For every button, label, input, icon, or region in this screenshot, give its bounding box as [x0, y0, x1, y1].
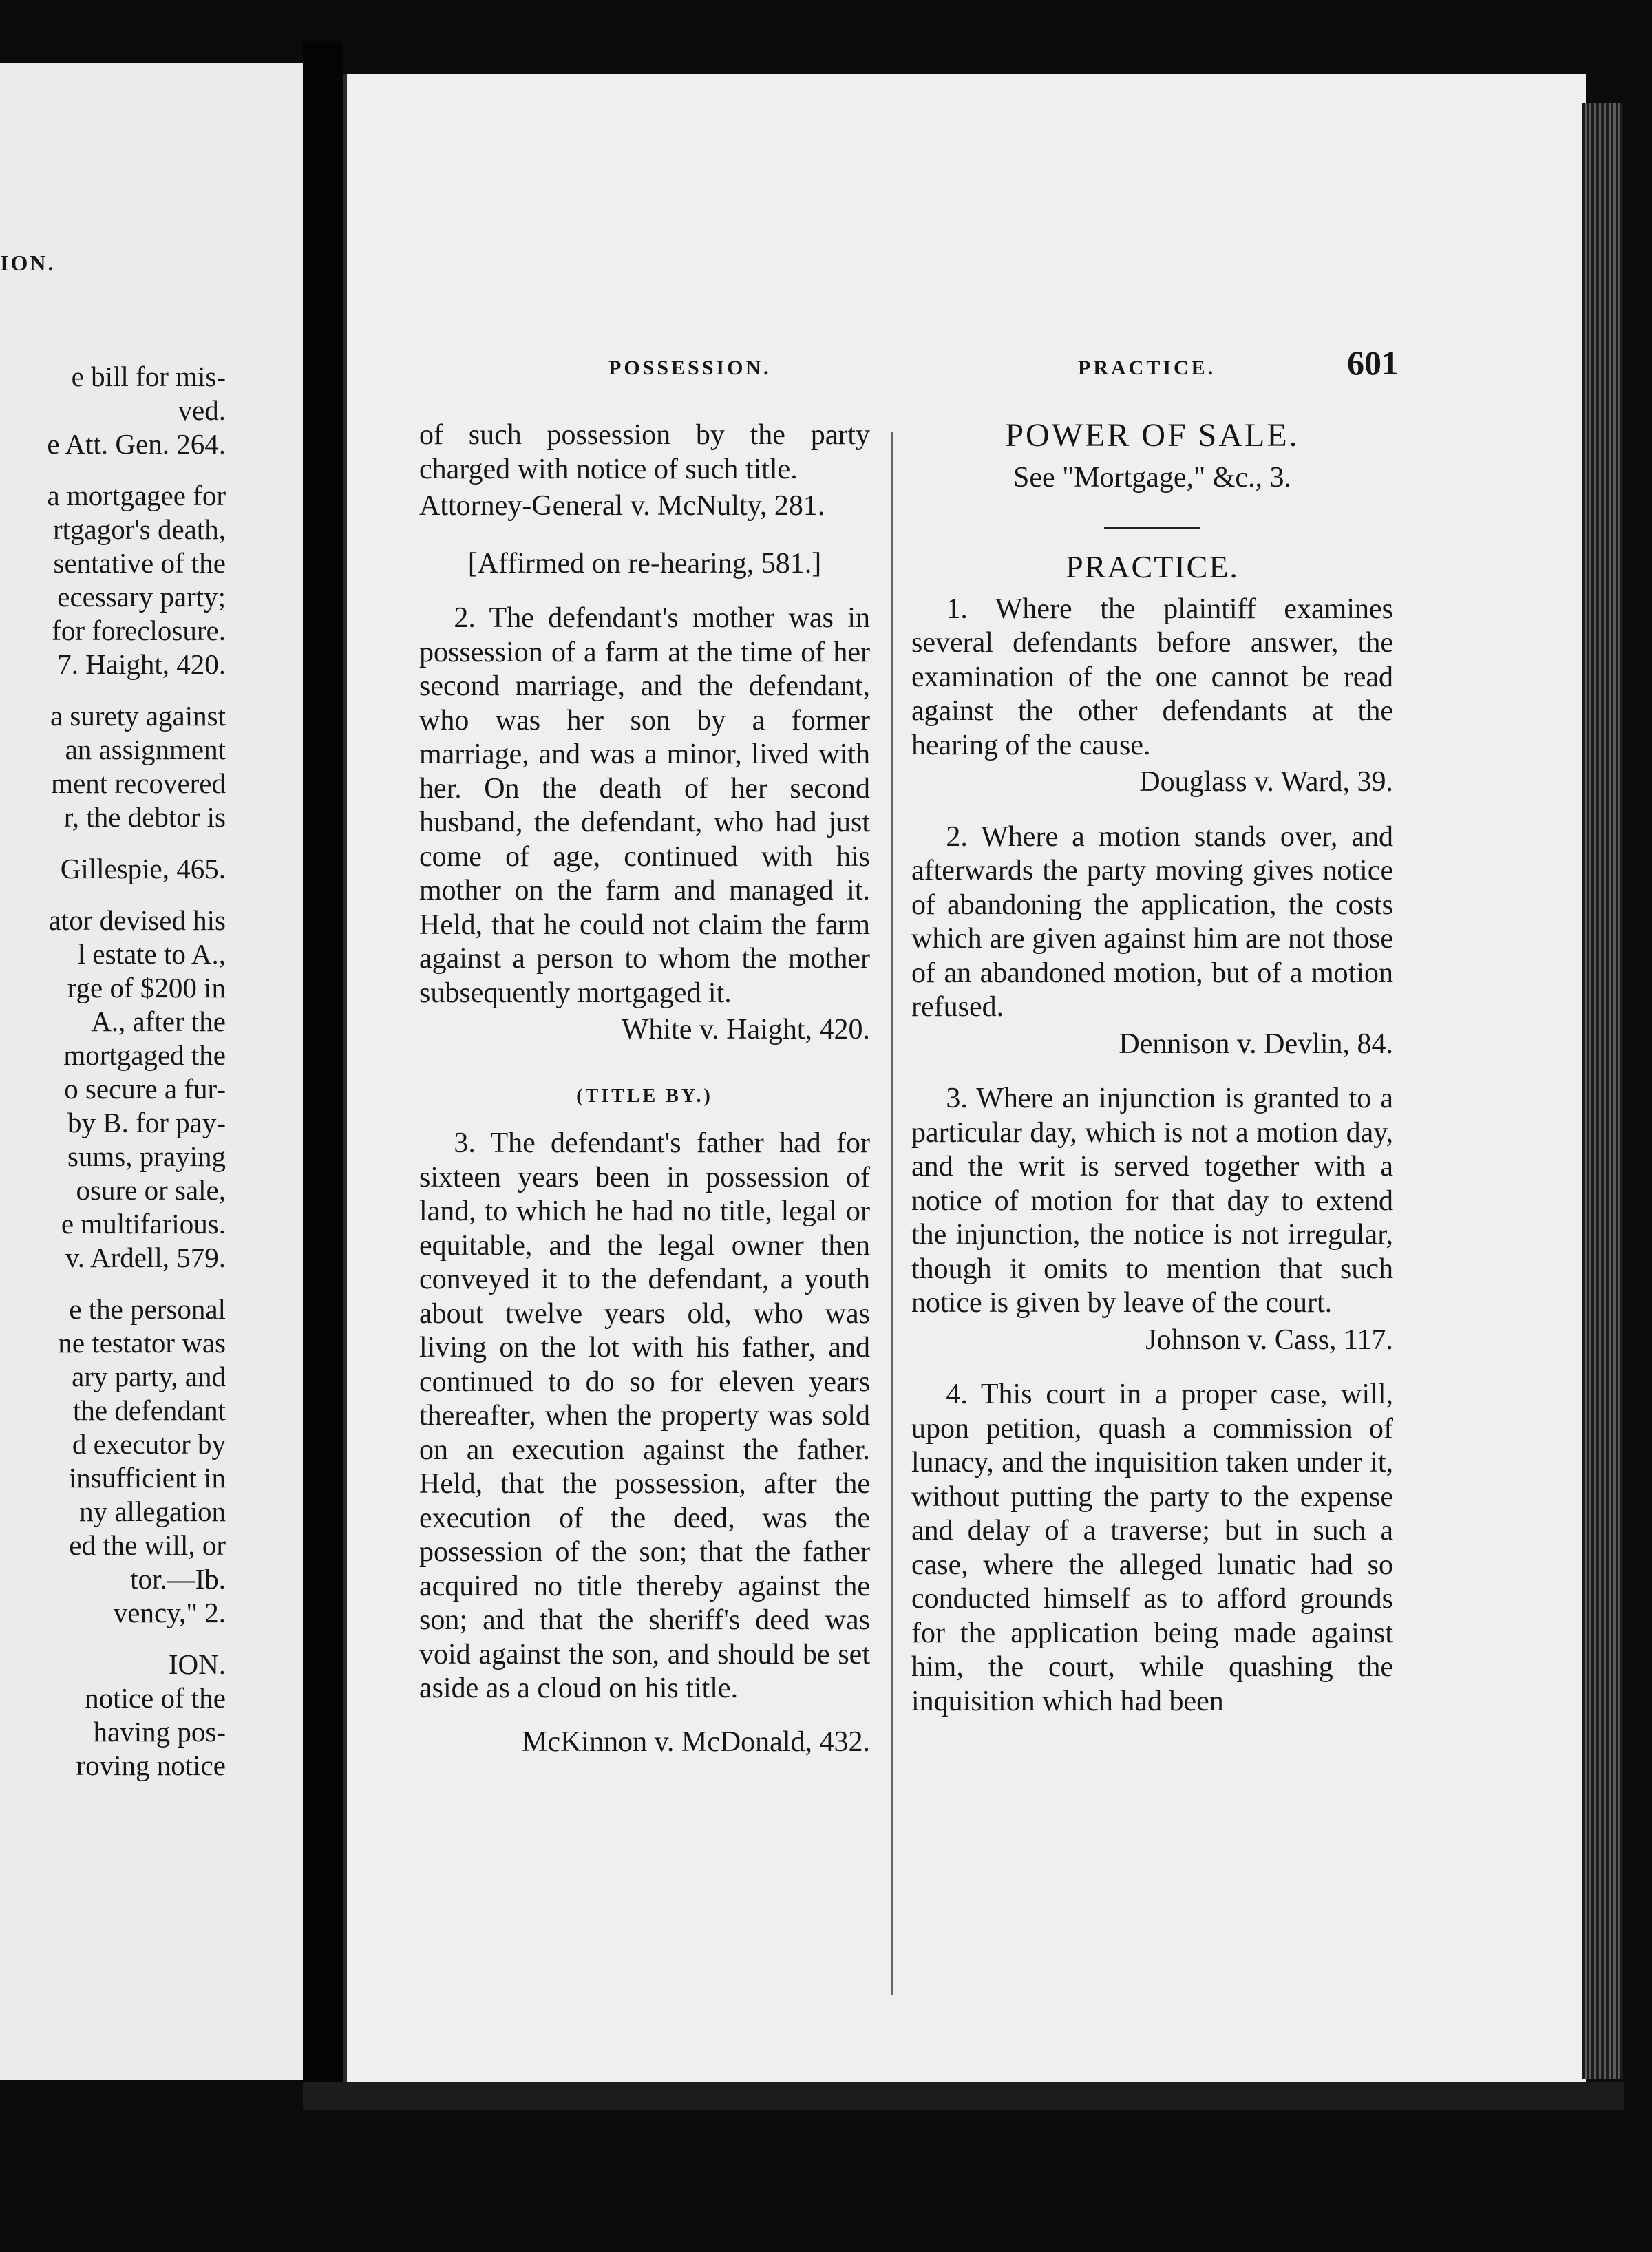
left-line: v. Ardell, 579.: [65, 1242, 226, 1273]
left-line: sums, praying: [67, 1140, 226, 1172]
left-line: insufficient in: [68, 1462, 226, 1494]
book-bottom-edge: [303, 2082, 1624, 2110]
col-a-subheading: (TITLE BY.): [576, 1085, 713, 1107]
section-rule: [1104, 527, 1200, 529]
left-line: ment recovered: [51, 767, 226, 799]
col-b-p4: 4. This court in a proper case, will, upon petition, quash a commission of lunacy, and the inquisition taken under it, without putting the party to the expense and delay of a traverse; but in such a case, where the alleged lunatic had so conducted himself as to afford grounds for the application being made against him, the court, while quashing the inquisition which had been: [911, 1379, 1393, 1717]
left-line: r, the debtor is: [63, 801, 226, 833]
left-line: a surety against: [50, 700, 226, 732]
left-line: ed the will, or: [69, 1529, 226, 1561]
column-left: [419, 418, 870, 1759]
left-line: sentative of the: [53, 547, 226, 579]
col-a-p3: 3. The defendant's father had for sixteen years been in possession of land, to which he had no title, legal or equitable, and the legal owner then conveyed it to the defendant, a youth about twelve years old, who was living on the lot with his father, and continued to do so for eleven years thereafter, when the property was sold on an execution against the father. Held, that the possession, after the execution of the deed, was the possession of the son; that the father acquired no title thereby against the son; and that the sheriff's deed was void against the son, and should be set aside as a cloud on his title.: [419, 1127, 870, 1704]
column-right: [911, 418, 1393, 1719]
left-line: rge of $200 in: [67, 972, 226, 1003]
left-line: e bill for mis-: [71, 361, 226, 392]
left-line: ary party, and: [72, 1361, 226, 1392]
see-reference: See "Mortgage," &c., 3.: [1013, 461, 1292, 493]
col-b-p1-citation: Douglass v. Ward, 39.: [1139, 766, 1393, 798]
left-line: a mortgagee for: [47, 480, 226, 511]
practice-title: PRACTICE.: [1066, 549, 1239, 584]
left-line: for foreclosure.: [52, 615, 226, 646]
col-b-p3-citation: Johnson v. Cass, 117.: [1145, 1324, 1393, 1356]
left-line: Gillespie, 465.: [60, 853, 226, 884]
left-line: roving notice: [76, 1750, 226, 1781]
left-line: e multifarious.: [61, 1208, 226, 1240]
col-a-p1: of such possession by the party charged with notice of such title.: [419, 419, 870, 485]
book-page-edges: [1582, 103, 1623, 2079]
column-divider: [891, 432, 893, 1995]
left-line: ecessary party;: [57, 581, 226, 613]
left-line: o secure a fur-: [64, 1073, 226, 1105]
left-line: tor.—Ib.: [130, 1563, 226, 1595]
col-a-bracket-note: [Affirmed on re-hearing, 581.]: [467, 547, 822, 580]
col-a-p1-citation: Attorney-General v. McNulty, 281.: [419, 490, 825, 522]
left-line: an assignment: [65, 734, 226, 765]
left-line: A., after the: [91, 1006, 226, 1037]
col-b-p2-citation: Dennison v. Devlin, 84.: [1119, 1028, 1393, 1060]
left-line: 7. Haight, 420.: [57, 648, 226, 680]
left-line: notice of the: [85, 1682, 226, 1714]
page-number: 601: [1347, 343, 1399, 382]
left-line: ny allegation: [79, 1496, 226, 1527]
left-line: e Att. Gen. 264.: [47, 428, 226, 460]
book-gutter: [303, 41, 343, 2106]
left-line: ved.: [178, 394, 226, 426]
left-line: rtgagor's death,: [52, 513, 226, 545]
left-line: e the personal: [69, 1293, 226, 1325]
left-line: d executor by: [72, 1428, 226, 1460]
running-head-left: POSSESSION.: [608, 357, 772, 379]
col-b-p1: 1. Where the plaintiff examines several defendants before answer, the examination of the one cannot be read against the other defendants at the hearing of the cause.: [911, 593, 1393, 761]
left-header-fragment: ION.: [0, 251, 56, 275]
left-line: by B. for pay-: [67, 1107, 226, 1138]
left-line: l estate to A.,: [77, 938, 226, 970]
power-of-sale-title: POWER OF SALE.: [1005, 417, 1300, 454]
right-page: [343, 74, 1586, 2084]
left-line: ator devised his: [48, 904, 226, 936]
left-line: vency," 2.: [113, 1597, 226, 1628]
left-line: mortgaged the: [63, 1039, 226, 1071]
left-page: [0, 63, 303, 2080]
left-line: having pos-: [93, 1716, 226, 1748]
col-a-p2-citation: White v. Haight, 420.: [621, 1014, 870, 1045]
col-a-p2: 2. The defendant's mother was in possession of a farm at the time of her second marriage, and the defendant, who was her son by a former marriage, and was a minor, lived with her. On the death of her second husband, the defendant, who had just come of age, continued with his mother on the farm and managed it. Held, that he could not claim the farm against a person to whom the mother subsequently mortgaged it.: [419, 602, 870, 1009]
col-b-p2: 2. Where a motion stands over, and afterwards the party moving gives notice of abandoning the application, the costs which are given against him are not those of an abandoned motion, but of a motion refused.: [911, 820, 1393, 1023]
col-b-p3: 3. Where an injunction is granted to a particular day, which is not a motion day, and the writ is served together with a notice of motion for that day to extend the injunction, the notice is not irregular, though it omits to mention that such notice is given by leave of the court.: [911, 1083, 1393, 1319]
col-a-p3-citation: McKinnon v. McDonald, 432.: [522, 1725, 870, 1758]
left-line: ION.: [168, 1648, 226, 1680]
left-line: ne testator was: [58, 1327, 226, 1359]
left-line: osure or sale,: [76, 1174, 226, 1206]
running-head-right: PRACTICE.: [1078, 357, 1216, 379]
left-line: the defendant: [73, 1394, 226, 1426]
